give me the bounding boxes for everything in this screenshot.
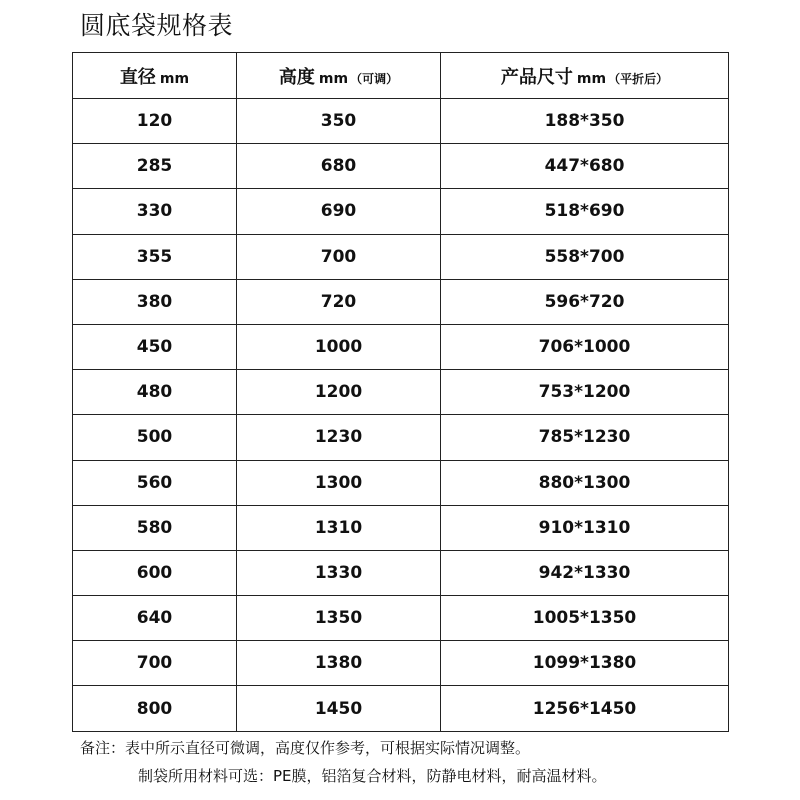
cell-height: 1350 [237, 596, 441, 641]
table-body [73, 99, 729, 732]
cell-height: 720 [237, 279, 441, 324]
cell-diameter: 285 [73, 144, 237, 189]
cell-height: 1300 [237, 460, 441, 505]
cell-height: 1000 [237, 324, 441, 369]
table-row [73, 686, 729, 731]
cell-diameter: 700 [73, 641, 237, 686]
table-row [73, 370, 729, 415]
table-row [73, 279, 729, 324]
cell-product-size: 1256*1450 [441, 686, 729, 731]
cell-product-size: 558*700 [441, 234, 729, 279]
table-row [73, 234, 729, 279]
cell-height: 700 [237, 234, 441, 279]
cell-height: 1330 [237, 550, 441, 595]
table-row [73, 415, 729, 460]
table-row [73, 505, 729, 550]
cell-diameter: 450 [73, 324, 237, 369]
cell-diameter: 600 [73, 550, 237, 595]
cell-height: 680 [237, 144, 441, 189]
header-note: （可调） [350, 71, 399, 86]
cell-diameter: 580 [73, 505, 237, 550]
table-row [73, 99, 729, 144]
cell-diameter: 640 [73, 596, 237, 641]
table-row [73, 596, 729, 641]
remark-note: 备注：表中所示直径可微调，高度仅作参考，可根据实际情况调整。 [80, 739, 531, 757]
header-label: 产品尺寸 [500, 66, 573, 88]
cell-diameter: 500 [73, 415, 237, 460]
table-row [73, 324, 729, 369]
header-note: （平折后） [608, 71, 669, 86]
cell-product-size: 1099*1380 [441, 641, 729, 686]
table-header-row [73, 53, 729, 99]
table-row [73, 460, 729, 505]
cell-diameter: 800 [73, 686, 237, 731]
cell-product-size: 910*1310 [441, 505, 729, 550]
cell-product-size: 188*350 [441, 99, 729, 144]
material-note: 制袋所用材料可选：PE膜，铝箔复合材料，防静电材料，耐高温材料。 [138, 767, 607, 785]
cell-height: 690 [237, 189, 441, 234]
table-row [73, 144, 729, 189]
cell-diameter: 330 [73, 189, 237, 234]
cell-product-size: 753*1200 [441, 370, 729, 415]
cell-height: 1200 [237, 370, 441, 415]
table-row [73, 550, 729, 595]
cell-product-size: 596*720 [441, 279, 729, 324]
header-diameter [73, 53, 237, 99]
cell-product-size: 518*690 [441, 189, 729, 234]
header-product-size [441, 53, 729, 99]
header-unit: mm [576, 70, 607, 87]
header-label: 高度 [278, 66, 315, 88]
page-title: 圆底袋规格表 [80, 11, 234, 40]
cell-product-size: 1005*1350 [441, 596, 729, 641]
header-unit: mm [318, 70, 349, 87]
cell-diameter: 355 [73, 234, 237, 279]
cell-height: 1450 [237, 686, 441, 731]
cell-diameter: 380 [73, 279, 237, 324]
header-label: 直径 [119, 66, 156, 88]
cell-product-size: 447*680 [441, 144, 729, 189]
cell-height: 350 [237, 99, 441, 144]
cell-product-size: 942*1330 [441, 550, 729, 595]
cell-diameter: 560 [73, 460, 237, 505]
cell-product-size: 880*1300 [441, 460, 729, 505]
table-row [73, 641, 729, 686]
cell-product-size: 785*1230 [441, 415, 729, 460]
cell-product-size: 706*1000 [441, 324, 729, 369]
cell-height: 1230 [237, 415, 441, 460]
header-unit: mm [159, 70, 190, 87]
table-row [73, 189, 729, 234]
cell-height: 1380 [237, 641, 441, 686]
cell-diameter: 120 [73, 99, 237, 144]
spec-table [72, 52, 729, 732]
header-height [237, 53, 441, 99]
cell-height: 1310 [237, 505, 441, 550]
cell-diameter: 480 [73, 370, 237, 415]
